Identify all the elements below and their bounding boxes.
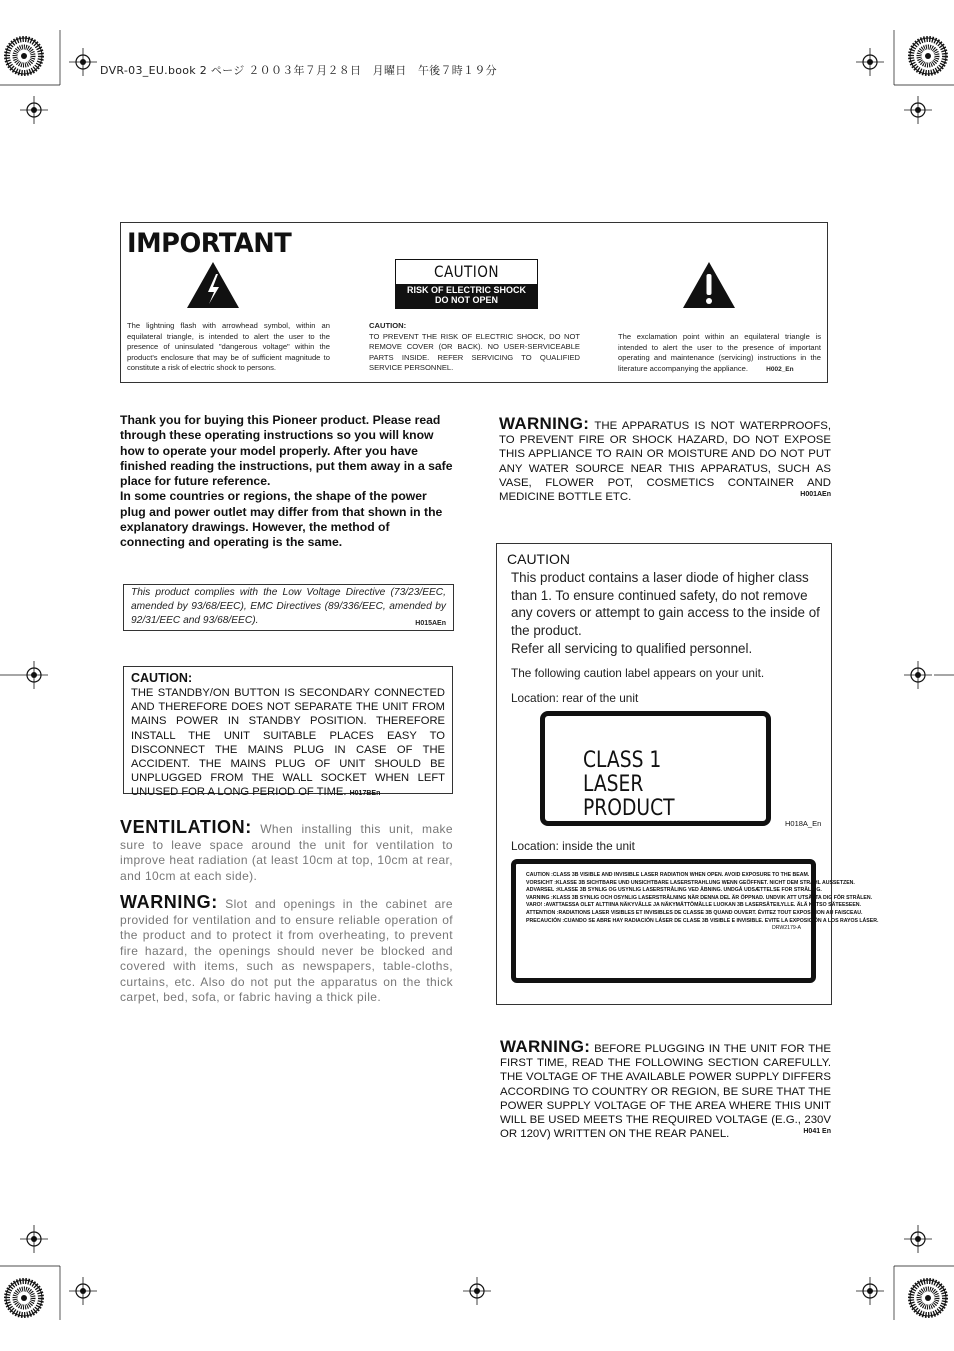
caution-label-bottom: RISK OF ELECTRIC SHOCK DO NOT OPEN — [396, 284, 537, 309]
exclamation-triangle-icon — [681, 260, 737, 310]
target-mark-icon — [6, 1280, 42, 1316]
crosshair-icon — [904, 96, 932, 124]
exclamation-description: The exclamation point within an equilateral triangle is intended to alert the user to the presence of important operating and maintenance (servicing) instructions in the literature accompanying the appliance. H002_En — [618, 332, 821, 373]
target-mark-icon — [910, 1280, 946, 1316]
crosshair-icon — [20, 661, 48, 689]
laser-caution-text: This product contains a laser diode of higher class than 1. To ensure continued safety, do not remove any covers or attempt to gain access to the inside of the product. Refer all servicing to qualified personnel. — [511, 570, 820, 656]
lightning-triangle-icon — [185, 260, 241, 310]
crosshair-icon — [856, 48, 884, 76]
inside-caution-label: CAUTION :CLASS 3B VISIBLE AND INVISIBLE LASER RADIATION WHEN OPEN. AVOID EXPOSURE TO THE BEAM. VORSICHT :KLASSE 3B SICHTBARE UND UNSICHTBARE LASERSTRAHLUNG WENN GEÖFFNET. NICHT DEM STRAHL AUSSETZEN. ADVARSEL :KLASSE 3B SYNLIG OG USYNLIG LASERSTRÅLING VED ÅBNING. UNDGÅ UDSÆTTELSE FOR STRÅLING. VARNING :KLASS 3B SYNLIG OCH OSYNLIG LASERSTRÅLNING NÄR DENNA DEL ÄR ÖPPNAD. UNDVIK ATT UTSÄTTA DIG FÖR STRÅLEN. VARO! :AVATTAESSA OLET ALTTIINA NÄKYVÄLLE JA NÄKYMÄTTÖMÄLLE LUOKAN 3B LASERSÄTEILYLLE. ÄLÄ KATSO SÄTEESEEN. ATTENTION :RADIATIONS LASER VISIBLES ET INVISIBLES DE CLASSE 3B QUAND OUVERT. ÉVITEZ TOUT EXPOSITION AU FAISCEAU. PRECAUCIÓN :CUANDO SE ABRE HAY RADIACIÓN LÁSER DE CLASE 3B VISIBLE E INVISIBLE. EVITE LA EXPOSICIÓN A LOS RAYOS LÁSER. DRW2179-A — [511, 859, 816, 983]
lightning-description: The lightning flash with arrowhead symbol, within an equilateral triangle, is intended to alert the user to the presence of uninsulated "dangerous voltage" within the product's enclosure that may be of sufficient magnitude to constitute a risk of electric shock to persons. — [127, 321, 330, 373]
warning-slot-section: WARNING: Slot and openings in the cabinet are provided for ventilation and to ensure reliable operation of the product and to protect it from overheating, to prevent fire hazard, the openings should never be blocked and covered with items, such as newspapers, table-cloths, curtains, etc. Also do not put the apparatus on the thick carpet, bed, sofa, or fabric having a thick pile. — [120, 892, 453, 1004]
laser-caution-title: CAUTION — [507, 551, 570, 567]
crosshair-icon — [856, 1277, 884, 1305]
file-header: DVR-03_EU.book 2 ページ ２００３年７月２８日 月曜日 午後７時１９分 — [100, 64, 497, 77]
crosshair-icon — [463, 1277, 491, 1305]
crosshair-icon — [69, 48, 97, 76]
target-mark-icon — [6, 38, 42, 74]
crosshair-icon — [20, 96, 48, 124]
crosshair-icon — [20, 1225, 48, 1253]
crosshair-icon — [904, 661, 932, 689]
ventilation-section: VENTILATION: When installing this unit, make sure to leave space around the unit for ventilation to improve heat radiation (at least 10cm at top, 10cm at rear, and 10cm at each side). — [120, 817, 454, 883]
lvd-compliance-box: This product complies with the Low Voltage Directive (73/23/EEC, amended by 93/68/EEC), EMC Directives (89/336/EEC, amended by 92/31/EEC and 93/68/EEC). H015AEn — [123, 584, 454, 631]
important-title: IMPORTANT — [127, 228, 292, 259]
location-rear: Location: rear of the unit — [511, 691, 639, 705]
warning-plug-section: WARNING: BEFORE PLUGGING IN THE UNIT FOR THE FIRST TIME, READ THE FOLLOWING SECTION CAREFULLY. THE VOLTAGE OF THE AVAILABLE POWER SUPPLY DIFFERS ACCORDING TO COUNTRY OR REGION, BE SURE THAT THE POWER SUPPLY VOLTAGE OF THE AREA WHERE THIS UNIT WILL BE USED MEETS THE REQUIRED VOLTAGE (E.G., 230V OR 120V) WRITTEN ON THE REAR PANEL. H041 En — [500, 1037, 831, 1141]
class1-laser-label: CLASS 1 LASER PRODUCT — [540, 711, 771, 826]
caution-label — [395, 259, 538, 309]
crosshair-icon — [69, 1277, 97, 1305]
label-note: The following caution label appears on your unit. — [511, 666, 765, 680]
laser-label-code: H018A_En — [785, 819, 822, 828]
intro-text: Thank you for buying this Pioneer product. Please read through these operating instructions so you will know how to operate your model properly. After you have finished reading the instructions, put them away in a safe place for future reference. In some countries or regions, the shape of the power plug and power outlet may differ from that shown in the explanatory drawings. However, the method of connecting and operating is the same. — [120, 413, 453, 550]
location-inside: Location: inside the unit — [511, 839, 635, 853]
target-mark-icon — [910, 38, 946, 74]
crosshair-icon — [904, 1225, 932, 1253]
electric-shock-caution: CAUTION: TO PREVENT THE RISK OF ELECTRIC SHOCK, DO NOT REMOVE COVER (OR BACK). NO USER-SERVICEABLE PARTS INSIDE. REFER SERVICING TO QUALIFIED SERVICE PERSONNEL. — [369, 321, 580, 373]
warning-water-section: WARNING: THE APPARATUS IS NOT WATERPROOFS, TO PREVENT FIRE OR SHOCK HAZARD, DO NOT EXPOSE THIS APPLIANCE TO RAIN OR MOISTURE AND DO NOT PUT ANY WATER SOURCE NEAR THIS APPARATUS, SUCH AS VASE, FLOWER POT, COSMETICS CONTAINER AND MEDICINE BOTTLE ETC. H001AEn — [499, 414, 831, 504]
caution-label-top: CAUTION — [434, 262, 499, 281]
standby-caution-box: CAUTION: THE STANDBY/ON BUTTON IS SECONDARY CONNECTED AND THEREFORE DOES NOT SEPARATE THE UNIT FROM MAINS POWER IN STANDBY POSITION. THEREFORE INSTALL THE UNIT SUITABLE PLACES EASY TO DISCONNECT THE MAINS PLUG IN CASE OF THE ACCIDENT. THE MAINS PLUG OF UNIT SHOULD BE UNPLUGGED FROM THE WALL SOCKET WHEN LEFT UNUSED FOR A LONG PERIOD OF TIME. H017BEn — [123, 666, 453, 794]
